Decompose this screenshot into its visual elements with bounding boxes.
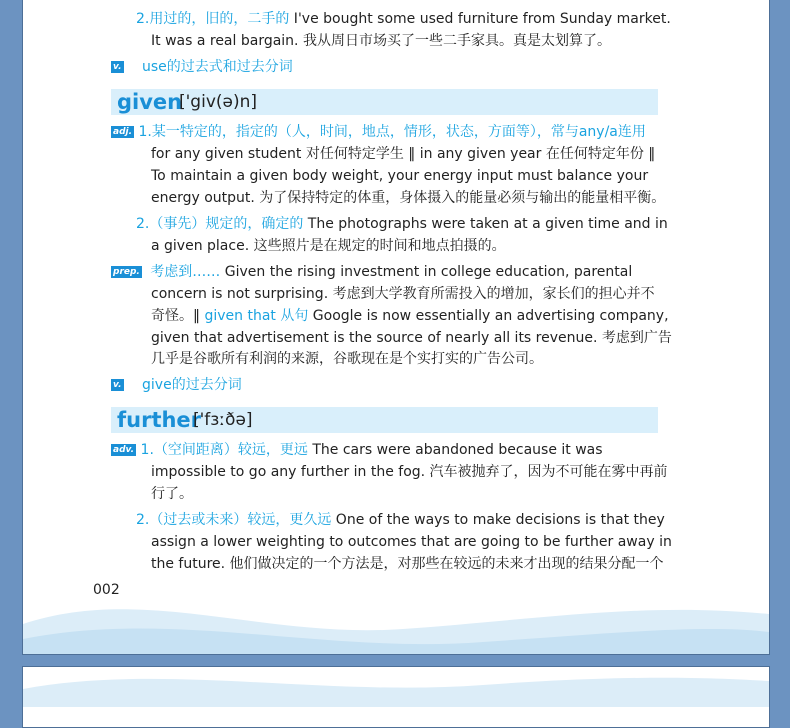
pos-tag-adj: adj. — [113, 127, 133, 137]
given-prep-sense — [111, 262, 632, 282]
example-line: energy output. 为了保持特定的体重，身体摄入的能量必须与输出的能量相平衡。 — [151, 190, 666, 206]
pos-tag-prep: prep. — [113, 267, 140, 277]
example-text: I've bought some used furniture from Sunday market. — [289, 11, 671, 27]
example-line: assign a lower weighting to outcomes that are going to be further away in — [151, 534, 672, 550]
sense-definition: 某一特定的，指定的（人，时间，地点，情形，状态，方面等），常与any/a连用 — [151, 124, 646, 140]
pronunciation: ['giv(ə)n] — [179, 92, 258, 112]
sense-definition: （过去或未来）较远，更久远 — [149, 512, 332, 528]
next-page-edge — [22, 666, 770, 728]
sense-number: 1. — [138, 124, 152, 140]
further-adv-sense-1 — [111, 440, 603, 460]
example-line: given that advertisement is the source of nearly all its revenue. 考虑到广告 — [151, 330, 672, 346]
sense-definition: 考虑到…… — [150, 264, 221, 280]
verb-note-text: use的过去式和过去分词 — [142, 59, 293, 75]
pos-tag-verb: v. — [113, 380, 122, 390]
sense-number: 1. — [140, 442, 154, 458]
example-line: a given place. 这些照片是在规定的时间和地点拍摄的。 — [151, 238, 506, 254]
example-text: The cars were abandoned because it was — [307, 442, 603, 458]
headword-bar-further — [111, 407, 658, 433]
example-text: Google is now essentially an advertising company, — [308, 308, 669, 324]
example-line — [151, 306, 669, 326]
sense-number: 2. — [136, 11, 150, 27]
pronunciation: ['fɜːðə] — [193, 410, 253, 430]
example-line: It was a real bargain. 我从周日市场买了一些二手家具。真是太划算了。 — [151, 33, 611, 49]
given-adj-sense-2 — [136, 214, 668, 234]
use-sense-2 — [136, 9, 671, 29]
example-text: One of the ways to make decisions is that they — [331, 512, 665, 528]
sense-definition: （事先）规定的，确定的 — [149, 216, 304, 232]
sense-number: 2. — [136, 512, 150, 528]
pos-tag-verb: v. — [113, 62, 122, 72]
example-text: Given the rising investment in college education, parental — [220, 264, 633, 280]
example-line: concern is not surprising. 考虑到大学教育所需投入的增加，家长们的担心并不 — [151, 286, 655, 302]
dictionary-page — [22, 0, 770, 655]
header-wave — [23, 667, 769, 707]
headword: further — [117, 408, 202, 432]
verb-note-text: give的过去分词 — [142, 377, 242, 393]
further-adv-sense-2 — [136, 510, 665, 530]
given-verb-note — [111, 375, 242, 395]
sense-number: 2. — [136, 216, 150, 232]
headword: given — [117, 90, 183, 114]
footer-wave — [23, 584, 769, 655]
example-line: impossible to go any further in the fog. 汽车被抛弃了，因为不可能在雾中再前 — [151, 464, 668, 480]
example-line: 几乎是谷歌所有利润的来源，谷歌现在是个实打实的广告公司。 — [151, 351, 543, 367]
use-verb-note — [111, 57, 293, 77]
given-adj-sense-1 — [111, 122, 646, 142]
pos-tag-adv: adv. — [113, 445, 135, 455]
page-number: 002 — [93, 582, 120, 598]
example-line: To maintain a given body weight, your energy input must balance your — [151, 168, 649, 184]
example-line: 行了。 — [151, 486, 193, 502]
example-text: The photographs were taken at a given time and in — [303, 216, 668, 232]
sense-definition: （空间距离）较远，更远 — [153, 442, 308, 458]
sense-definition: 用过的，旧的，二手的 — [149, 11, 290, 27]
example-line: the future. 他们做决定的一个方法是，对那些在较远的未来才出现的结果分配一个 — [151, 556, 664, 572]
example-line: for any given student 对任何特定学生 ‖ in any given year 在任何特定年份 ‖ — [151, 146, 656, 162]
collocation: given that 从句 — [204, 308, 309, 324]
example-text: 奇怪。‖ — [151, 308, 205, 324]
headword-bar-given — [111, 89, 658, 115]
